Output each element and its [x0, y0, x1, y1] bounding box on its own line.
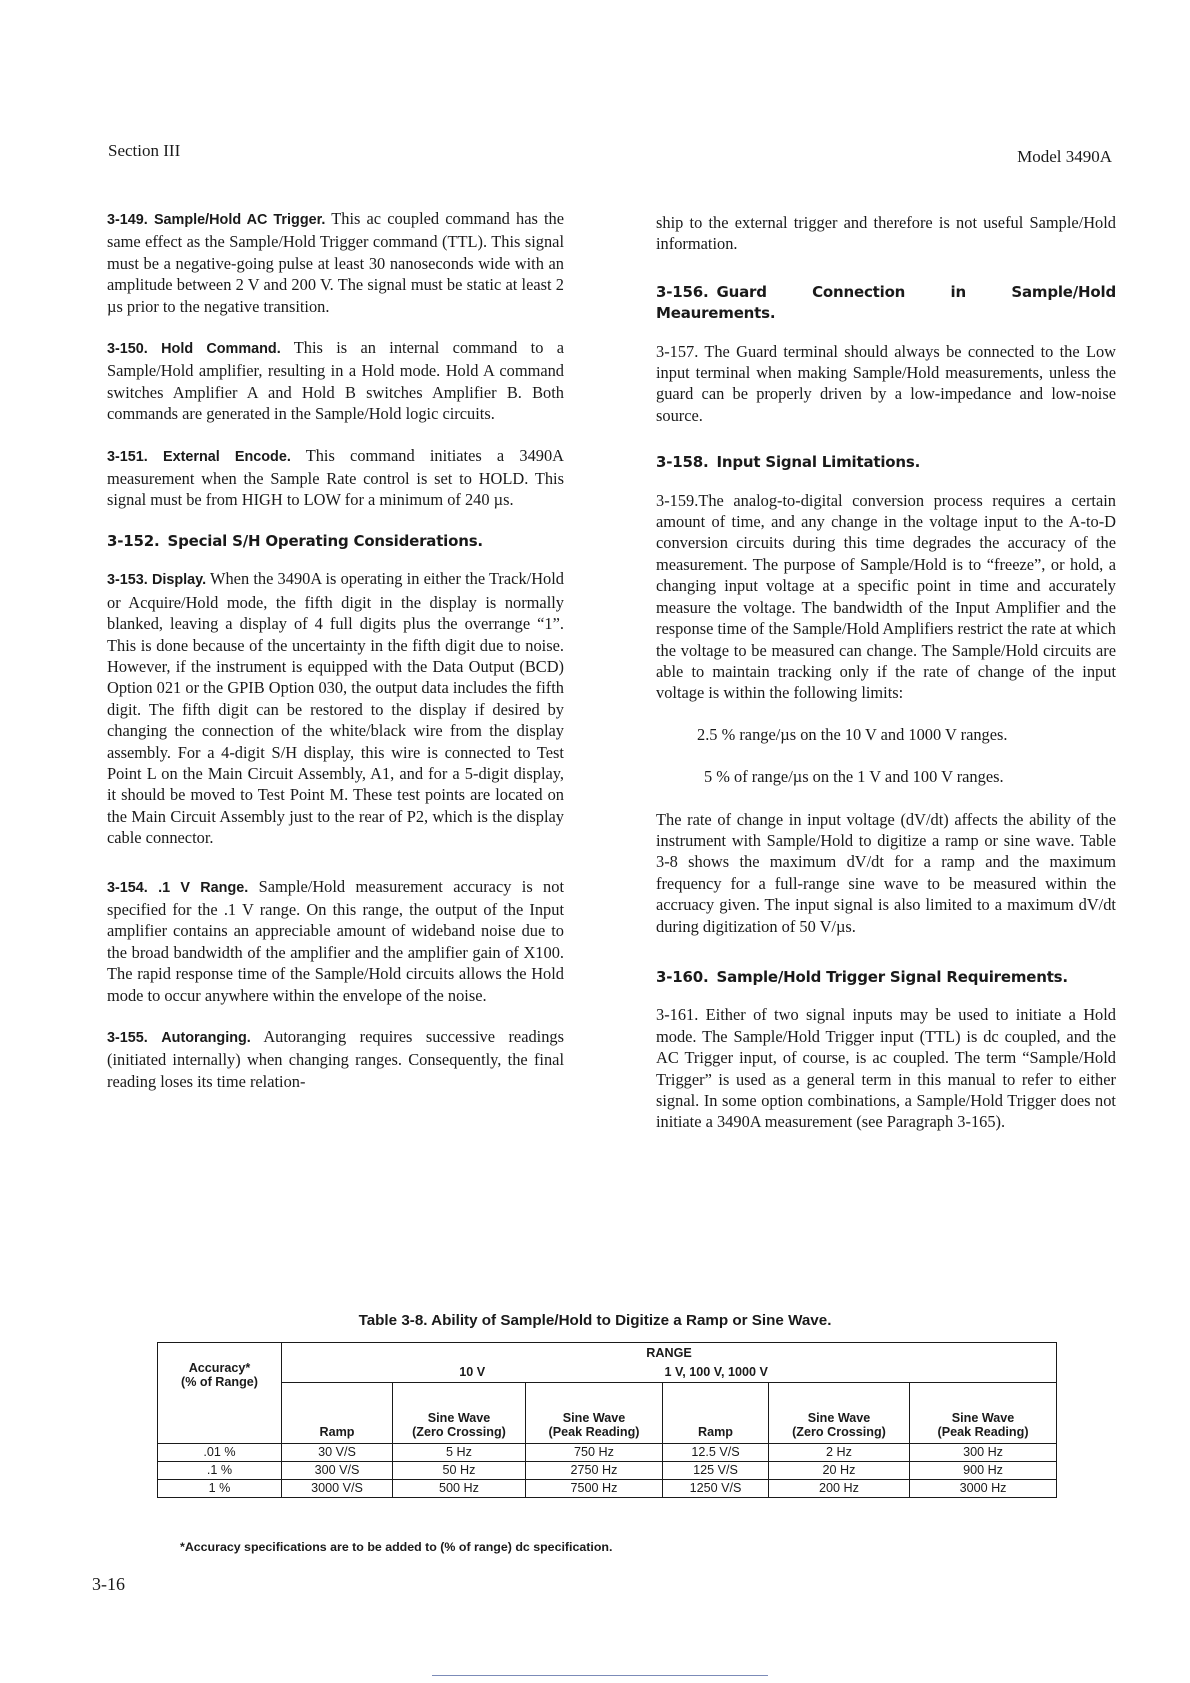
accuracy-header-label: Accuracy* — [188, 1361, 251, 1375]
paragraph-number: 3-150. — [107, 341, 148, 358]
heading-text: Special S/H Operating Considerations. — [167, 531, 483, 550]
column-header: Ramp — [282, 1383, 393, 1444]
table-footnote: *Accuracy specifications are to be added to (% of range) dc specification. — [180, 1540, 613, 1554]
limit-line: 2.5 % range/µs on the 10 V and 1000 V ranges. — [697, 724, 1008, 744]
paragraph-title: Sample/Hold AC Trigger. — [153, 212, 326, 228]
paragraph-title: .1 V Range. — [158, 879, 249, 896]
table-cell: 2750 Hz — [526, 1462, 663, 1480]
paragraph-title: External Encode. — [163, 448, 291, 465]
paragraph-3-155 — [107, 1026, 564, 1092]
table-cell: 5 Hz — [393, 1444, 526, 1462]
paragraph-number: 3-154. — [107, 879, 148, 896]
paragraph-text: This ac coupled command has the same effect as the Sample/Hold Trigger command (TTL). This signal must be a negative-going pulse at least 30 nanoseconds wide with an amplitude between 2 V and 200 V. The signal must be static at least 2 µs prior to the negative transition. — [107, 209, 565, 316]
table-cell: 750 Hz — [526, 1444, 663, 1462]
paragraph-title: Hold Command. — [161, 341, 281, 358]
spec-table — [157, 1342, 1057, 1498]
heading-3-156 — [656, 282, 1116, 325]
table-cell: 2 Hz — [769, 1444, 910, 1462]
heading-number: 3-156. — [656, 282, 709, 301]
table-cell: 12.5 V/S — [663, 1444, 769, 1462]
paragraph-3-157: 3-157. The Guard terminal should always be connected to the Low input terminal when making Sample/Hold measurements, unless the guard can be properly driven by a low-impedance and low-noise source. — [656, 341, 1116, 425]
accuracy-cell: .01 % — [158, 1444, 282, 1462]
paragraph-number: 3-149. — [107, 212, 148, 228]
table-row — [158, 1462, 1057, 1480]
paragraph-3-154 — [107, 876, 564, 1006]
paragraph-number: 3-153. — [107, 572, 148, 589]
model-label: Model 3490A — [1017, 147, 1112, 166]
column-header: Sine Wave (Zero Crossing) — [769, 1383, 910, 1444]
paragraph-text: When the 3490A is operating in either the Track/Hold or Acquire/Hold mode, the fifth digit in the display is normally blanked, leaving a display of 4 full digits plus the overrange “1”. This is done because of the uncertainty in the fifth digit due to noise. However, if the instrument is equipped with the Data Output (BCD) Option 021 or the GPIB Option 030, the output data includes the fifth digit. The fifth digit can be restored to the display if desired by changing the connection of the white/black wire from the display assembly. For a 4-digit S/H display, this wire is connected to Test Point L on the Main Circuit Assembly, A1, and for a 5-digit display, it should be moved to Test Point M. These test points are located on the Main Circuit Assembly just to the rear of P2, which is the display cable connector. — [107, 569, 564, 848]
limit-line: 5 % of range/µs on the 1 V and 100 V ranges. — [704, 767, 1004, 787]
table-cell: 900 Hz — [910, 1462, 1057, 1480]
heading-number: 3-160. — [656, 967, 709, 986]
paragraph-3-150 — [107, 337, 564, 425]
paragraph-text: This is an internal command to a Sample/Hold amplifier, resulting in a Hold mode. Hold A command switches Amplifier A and Hold B switches Amplifier B. Both commands are generated in the Sample/Hold logic circuits. — [107, 338, 564, 424]
paragraph-number: 3-151. — [107, 448, 148, 465]
table-cell: 500 Hz — [393, 1480, 526, 1498]
table-cell: 50 Hz — [393, 1462, 526, 1480]
paragraph-text: Sample/Hold measurement accuracy is not specified for the .1 V range. On this range, the output of the Input amplifier contains an appreciable amount of wideband noise due to the broad bandwidth of the amplifier and the amplifier gain of X100. The rapid response time of the Sample/Hold circuits allows the Hold mode to occur anywhere within the envelope of the noise. — [107, 876, 565, 1005]
table-row — [158, 1444, 1057, 1462]
heading-3-160 — [656, 967, 1116, 988]
accuracy-header-sub: (% of Range) — [181, 1375, 258, 1389]
heading-text: Input Signal Limitations. — [716, 453, 921, 472]
table-cell: 7500 Hz — [526, 1480, 663, 1498]
column-header: Ramp — [663, 1383, 769, 1444]
paragraph-text: This command initiates a 3490A measurement when the Sample Rate control is set to HOLD. This signal must be from HIGH to LOW for a minimum of 240 µs. — [107, 445, 564, 510]
paragraph-3-159: 3-159.The analog-to-digital conversion process requires a certain amount of time, and any change in the voltage input to the A-to-D conversion circuits during this time degrades the accuracy of the measurement. The purpose of Sample/Hold is to “freeze”, or hold, a changing input voltage at a specific point in time and accurately measure the voltage. The bandwidth of the Input Amplifier and the response time of the Sample/Hold Amplifiers restrict the rate at which the voltage to be measured can change. The Sample/Hold circuits are able to maintain tracking only if the rate of change of the input voltage is within the following limits: — [656, 490, 1116, 703]
table-row — [158, 1480, 1057, 1498]
accuracy-cell: .1 % — [158, 1462, 282, 1480]
right-column — [656, 212, 1116, 1153]
paragraph-number: 3-155. — [107, 1030, 148, 1046]
heading-3-158 — [656, 452, 1116, 473]
table-cell: 30 V/S — [282, 1444, 393, 1462]
range-10v-header: 10 V — [282, 1362, 663, 1383]
page-number: 3-16 — [92, 1574, 125, 1594]
range-header: RANGE — [282, 1343, 1057, 1363]
table-cell: 300 Hz — [910, 1444, 1057, 1462]
paragraph-3-149 — [107, 208, 564, 317]
table-cell: 1250 V/S — [663, 1480, 769, 1498]
table-cell: 3000 Hz — [910, 1480, 1057, 1498]
bottom-rule — [432, 1675, 768, 1676]
paragraph-3-153 — [107, 568, 564, 848]
table-header-row — [158, 1343, 1057, 1363]
heading-3-152 — [107, 531, 564, 552]
table-header-row — [158, 1362, 1057, 1383]
heading-number: 3-152. — [107, 531, 160, 550]
paragraph-title: Display. — [152, 572, 207, 589]
heading-number: 3-158. — [656, 453, 709, 472]
paragraph-text: Autoranging requires successive readings (initiated internally) when changing ranges. Consequently, the final reading loses its time relation- — [107, 1027, 564, 1091]
table-cell: 125 V/S — [663, 1462, 769, 1480]
column-header: Sine Wave (Peak Reading) — [910, 1383, 1057, 1444]
paragraph-3-161: 3-161. Either of two signal inputs may be used to initiate a Hold mode. The Sample/Hold Trigger input (TTL) is dc coupled, and the AC Trigger input, of course, is ac coupled. The term “Sample/Hold Trigger” is used as a general term in this manual to refer to either signal. In some option combinations, a Sample/Hold Trigger does not initiate a 3490A measurement (see Paragraph 3-165). — [656, 1005, 1116, 1132]
table-caption: Table 3-8. Ability of Sample/Hold to Digitize a Ramp or Sine Wave. — [358, 1312, 832, 1329]
table-cell: 3000 V/S — [282, 1480, 393, 1498]
range-other-header: 1 V, 100 V, 1000 V — [663, 1362, 1057, 1383]
section-label: Section III — [108, 141, 181, 160]
left-column — [107, 208, 564, 1112]
accuracy-header — [158, 1343, 282, 1444]
paragraph-3-151 — [107, 445, 564, 511]
table-cell: 300 V/S — [282, 1462, 393, 1480]
paragraph-3-159-continued: The rate of change in input voltage (dV/dt) affects the ability of the instrument with Sample/Hold to digitize a ramp or sine wave. Table 3-8 shows the maximum dV/dt for a ramp and the maximum frequency for a full-range sine wave to be measured within the accruacy given. The input signal is also limited to a maximum dV/dt during digitization of 50 V/µs. — [656, 809, 1116, 936]
column-header: Sine Wave (Peak Reading) — [526, 1383, 663, 1444]
table-cell: 200 Hz — [769, 1480, 910, 1498]
heading-text: Sample/Hold Trigger Signal Requirements. — [716, 967, 1068, 986]
table-cell: 20 Hz — [769, 1462, 910, 1480]
paragraph-title: Autoranging. — [161, 1030, 251, 1046]
column-header: Sine Wave (Zero Crossing) — [393, 1383, 526, 1444]
table-column-header-row — [158, 1383, 1057, 1444]
heading-text: Guard Connection in Sample/Hold Meaurements. — [656, 282, 1116, 323]
accuracy-cell: 1 % — [158, 1480, 282, 1498]
paragraph-3-155-continued: ship to the external trigger and therefore is not useful Sample/Hold information. — [656, 213, 1116, 254]
